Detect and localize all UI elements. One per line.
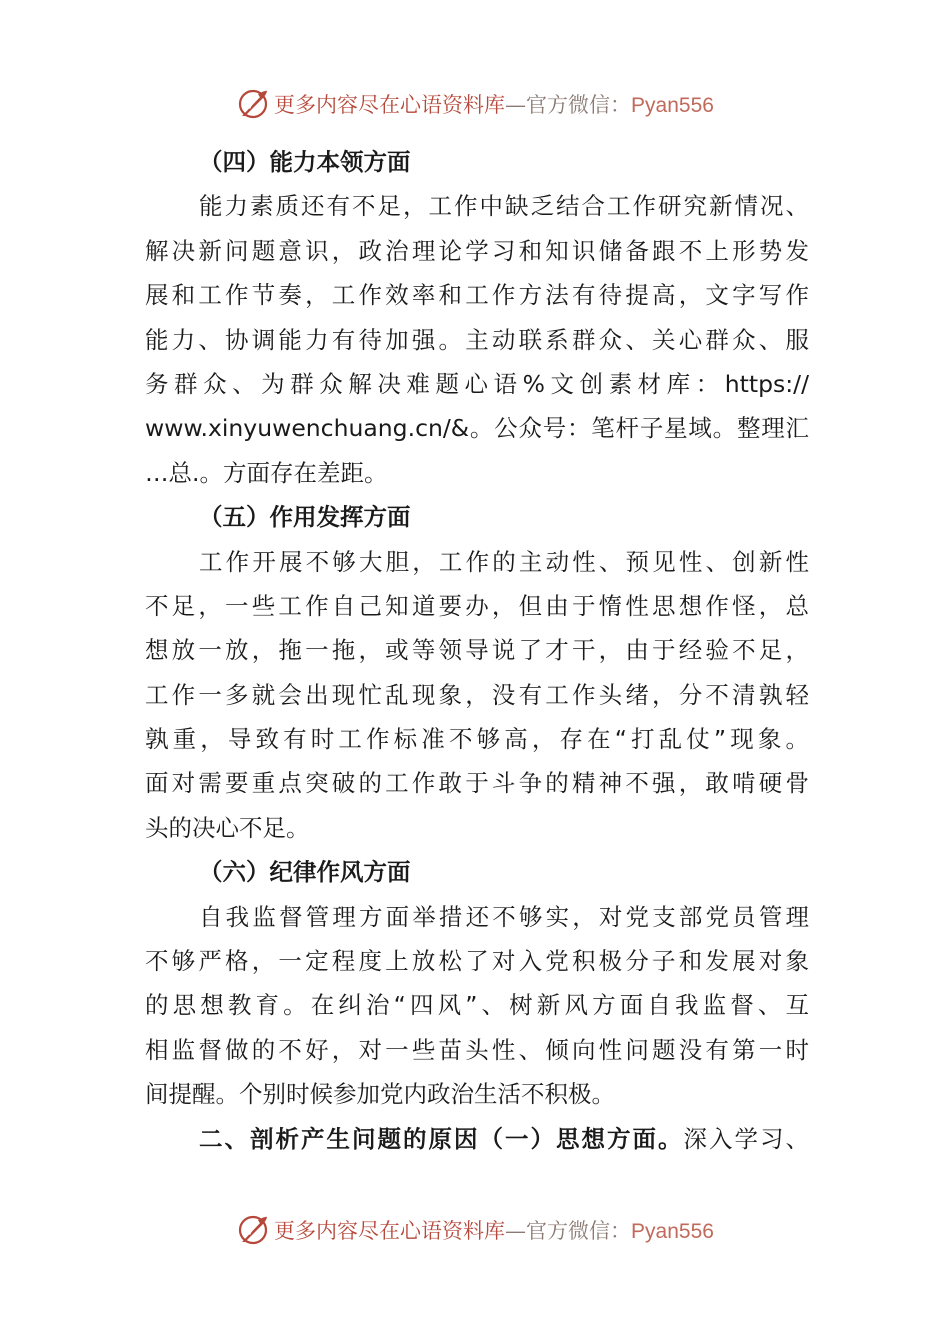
paragraph-line: 工作开展不够大胆，工作的主动性、预见性、创新性 [199,547,809,576]
document-body [145,140,809,1161]
paragraph-line: 面对需要重点突破的工作敢于斗争的精神不强，敢啃硬骨 [145,769,809,798]
watermark-dash: — [505,1219,527,1243]
watermark-text [274,89,714,119]
paragraph-line: 间提醒。个别时候参加党内政治生活不积极。 [145,1080,615,1109]
paragraph-line: 自我监督管理方面举措还不够实，对党支部党员管理 [199,902,809,931]
watermark-dash: — [505,93,527,117]
paragraph-line: 不足，一些工作自己知道要办，但由于惰性思想作怪，总 [145,591,809,620]
watermark-text [274,1215,714,1245]
paragraph-line: 能力素质还有不足，工作中缺乏结合工作研究新情况、 [199,192,809,221]
part-two-line [145,1117,809,1161]
paragraph-line: 工作一多就会出现忙乱现象，没有工作头绪，分不清孰轻 [145,680,809,709]
paragraph-line: 不够严格，一定程度上放松了对入党积极分子和发展对象 [145,947,809,976]
paragraph-line: 务群众、为群众解决难题心语%文创素材库：https:// [145,369,809,398]
watermark-wechat-label: 官方微信： [526,1219,632,1243]
paragraph-line: 头的决心不足。 [145,813,310,842]
watermark-title: 更多内容尽在心语资料库 [274,93,506,117]
section-heading-6: （六）纪律作风方面 [199,858,411,887]
watermark-banner-top [0,86,950,122]
watermark-wechat-id: Pyan556 [631,94,714,117]
watermark-banner-bottom [0,1212,950,1248]
paragraph-line: 想放一放，拖一拖，或等领导说了才干，由于经验不足， [145,636,809,665]
paragraph-line: 的思想教育。在纠治“四风”、树新风方面自我监督、互 [145,991,809,1020]
paragraph-line: 孰重，导致有时工作标准不够高，存在“打乱仗”现象。 [145,725,809,754]
watermark-wechat-label: 官方微信： [526,93,632,117]
quill-logo-icon [236,1213,270,1247]
quill-logo-icon [236,87,270,121]
part-two-heading: 二、剖析产生问题的原因（一）思想方面。 [199,1124,684,1153]
part-two-text: 深入学习、 [683,1124,809,1153]
paragraph-line: 展和工作节奏，工作效率和工作方法有待提高，文字写作 [145,281,809,310]
section-heading-4: （四）能力本领方面 [199,148,411,176]
paragraph-line: 解决新问题意识，政治理论学习和知识储备跟不上形势发 [145,236,809,265]
paragraph-line: 相监督做的不好，对一些苗头性、倾向性问题没有第一时 [145,1035,809,1064]
watermark-wechat-id: Pyan556 [631,1220,714,1243]
paragraph-line: 能力、协调能力有待加强。主动联系群众、关心群众、服 [145,325,809,354]
paragraph-line: …总.。方面存在差距。 [145,458,388,487]
watermark-title: 更多内容尽在心语资料库 [274,1219,506,1243]
section-heading-5: （五）作用发挥方面 [199,503,411,532]
paragraph-line: www.xinyuwenchuang.cn/&。公众号：笔杆子星域。整理汇 [145,414,809,443]
